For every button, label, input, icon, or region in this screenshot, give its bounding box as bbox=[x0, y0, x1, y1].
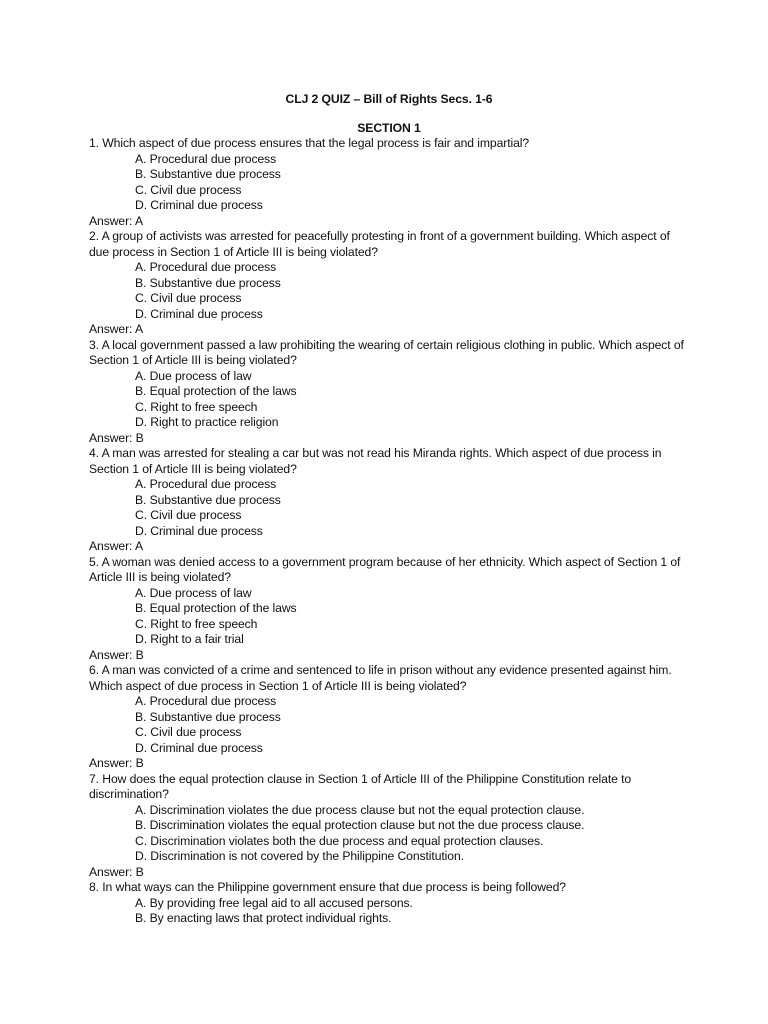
answer-choice: A. Procedural due process bbox=[135, 151, 277, 166]
answer-key: Answer: B bbox=[89, 430, 144, 445]
question-text: 7. How does the equal protection clause in Section 1 of Article III of the Philippine Constitution relate to discrimination? bbox=[89, 771, 632, 801]
answer-choice: B. Substantive due process bbox=[135, 275, 281, 290]
section-title: SECTION 1 bbox=[357, 120, 421, 135]
answer-choice: C. Right to free speech bbox=[135, 616, 258, 631]
question-2 bbox=[89, 229, 689, 338]
answer-choice: A. Procedural due process bbox=[135, 694, 277, 708]
answer-choice: B. Equal protection of the laws bbox=[135, 384, 297, 398]
answer-choice: A. Due process of law bbox=[135, 368, 252, 383]
question-text: 3. A local government passed a law prohibiting the wearing of certain religious clothing in public. Which aspect of Section 1 of Article III is being violated? bbox=[89, 337, 684, 367]
answer-choice: C. Civil due process bbox=[135, 291, 242, 305]
answer-choice: C. Civil due process bbox=[135, 725, 242, 739]
answer-key: Answer: B bbox=[89, 756, 144, 770]
question-text: 1. Which aspect of due process ensures that the legal process is fair and impartial? bbox=[89, 136, 530, 150]
answer-choice: C. Right to free speech bbox=[135, 399, 258, 414]
document-title: CLJ 2 QUIZ – Bill of Rights Secs. 1-6 bbox=[285, 92, 493, 106]
question-5 bbox=[89, 555, 689, 664]
answer-choice: B. Discrimination violates the equal protection clause but not the due process clause. bbox=[135, 818, 585, 832]
question-text: 2. A group of activists was arrested for peacefully protesting in front of a government building. Which aspect of due process in Section 1 of Article III is being violated? bbox=[89, 229, 670, 259]
answer-choice: D. Criminal due process bbox=[135, 740, 263, 755]
answer-choice: A. Procedural due process bbox=[135, 260, 277, 274]
answer-choice: B. Substantive due process bbox=[135, 709, 281, 724]
question-text: 8. In what ways can the Philippine government ensure that due process is being followed? bbox=[89, 880, 566, 894]
document-page bbox=[89, 92, 689, 927]
answer-choice: B. Equal protection of the laws bbox=[135, 601, 297, 615]
answer-choice: A. Discrimination violates the due process clause but not the equal protection clause. bbox=[135, 802, 585, 817]
answer-choice: D. Right to practice religion bbox=[135, 415, 279, 429]
answer-choice: D. Criminal due process bbox=[135, 306, 263, 321]
answer-choice: C. Civil due process bbox=[135, 182, 242, 197]
answer-key: Answer: B bbox=[89, 647, 144, 662]
answer-choice: C. Civil due process bbox=[135, 508, 242, 522]
question-text: 5. A woman was denied access to a government program because of her ethnicity. Which aspect of Section 1 of Article III is being violated? bbox=[89, 554, 681, 584]
answer-key: Answer: A bbox=[89, 213, 143, 228]
answer-choice: D. Discrimination is not covered by the Philippine Constitution. bbox=[135, 849, 464, 863]
answer-choice: A. Due process of law bbox=[135, 585, 252, 600]
question-1 bbox=[89, 136, 689, 229]
answer-choice: D. Criminal due process bbox=[135, 523, 263, 538]
question-text: 4. A man was arrested for stealing a car but was not read his Miranda rights. Which aspect of due process in Section 1 of Article III is being violated? bbox=[89, 446, 662, 476]
answer-key: Answer: B bbox=[89, 864, 144, 879]
question-7 bbox=[89, 772, 689, 881]
question-text: 6. A man was convicted of a crime and sentenced to life in prison without any evidence presented against him. Which aspect of due process in Section 1 of Article III is being violated? bbox=[89, 663, 672, 693]
answer-key: Answer: A bbox=[89, 539, 143, 553]
question-3 bbox=[89, 338, 689, 447]
answer-choice: B. Substantive due process bbox=[135, 167, 281, 181]
question-list bbox=[89, 136, 689, 927]
answer-choice: D. Criminal due process bbox=[135, 198, 263, 212]
answer-key: Answer: A bbox=[89, 322, 143, 336]
question-4 bbox=[89, 446, 689, 555]
answer-choice: B. Substantive due process bbox=[135, 492, 281, 507]
answer-choice: C. Discrimination violates both the due process and equal protection clauses. bbox=[135, 833, 544, 848]
answer-choice: D. Right to a fair trial bbox=[135, 632, 244, 646]
answer-choice: B. By enacting laws that protect individual rights. bbox=[135, 911, 392, 925]
answer-choice: A. By providing free legal aid to all accused persons. bbox=[135, 895, 413, 910]
question-8 bbox=[89, 880, 689, 927]
answer-choice: A. Procedural due process bbox=[135, 477, 277, 491]
question-6 bbox=[89, 663, 689, 772]
